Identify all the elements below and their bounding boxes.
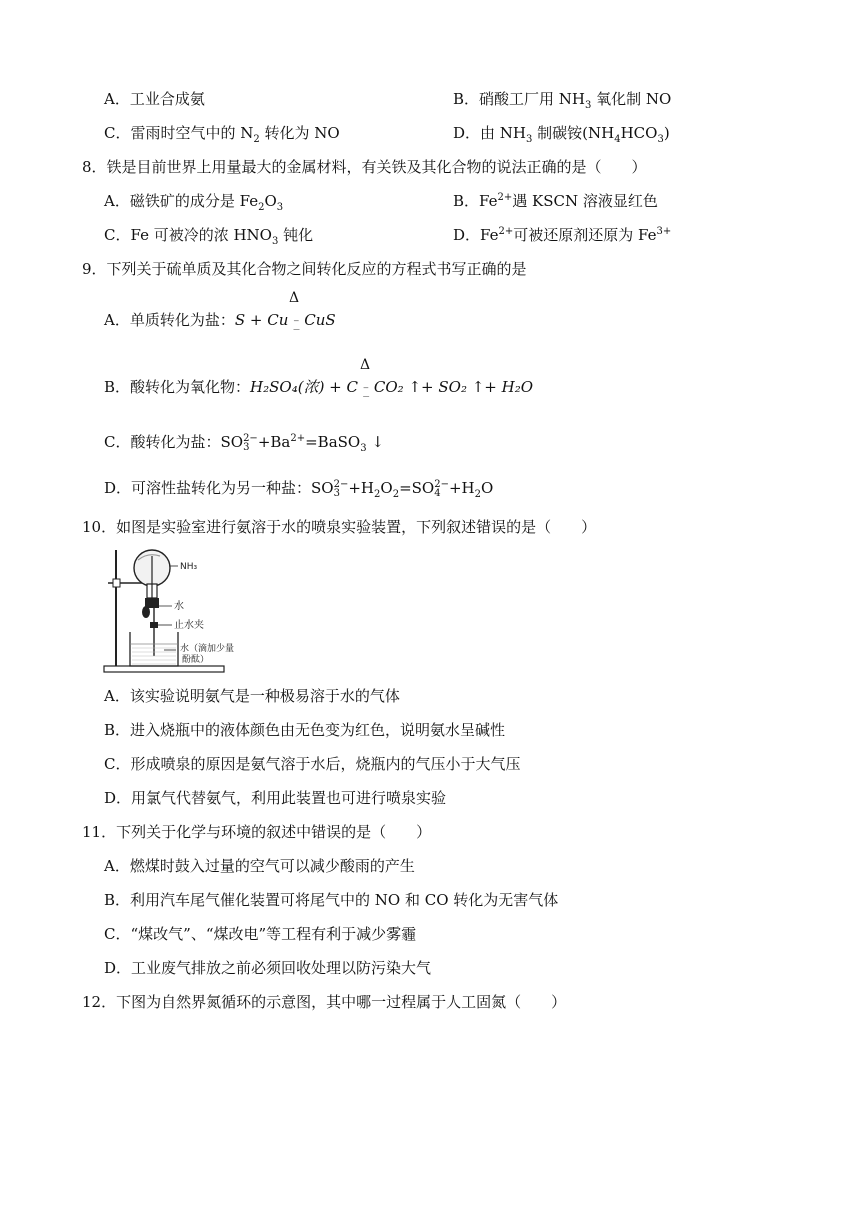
q10-option-b: B．进入烧瓶中的液体颜色由无色变为红色，说明氨水呈碱性 xyxy=(104,721,506,739)
q9-a-eq-left: S + Cu xyxy=(234,311,289,329)
q10-stem: 10．如图是实验室进行氨溶于水的喷泉实验装置，下列叙述错误的是（ ） xyxy=(82,518,597,536)
q9-option-b: B．酸转化为氧化物：H₂SO₄(浓) + C ⁻̲ CO₂ ↑+ SO₂ ↑+ H₂O xyxy=(104,378,534,397)
q11-option-b: B．利用汽车尾气催化装置可将尾气中的 NO 和 CO 转化为无害气体 xyxy=(104,891,559,909)
label-beaker-2: 酚酞） xyxy=(182,655,210,665)
q10-option-d: D．用氯气代替氨气，利用此装置也可进行喷泉实验 xyxy=(104,789,447,807)
q10-option-a: A．该实验说明氨气是一种极易溶于水的气体 xyxy=(104,687,400,705)
q9-a-delta: Δ xyxy=(289,290,300,306)
label-nh3: NH₃ xyxy=(180,562,198,572)
q8-stem: 8．铁是目前世界上用量最大的金属材料，有关铁及其化合物的说法正确的是（ ） xyxy=(82,158,647,176)
label-beaker-1: 水（滴加少量 xyxy=(180,644,235,654)
dropper xyxy=(142,606,150,618)
q12-stem: 12．下图为自然界氮循环的示意图，其中哪一过程属于人工固氮（ ） xyxy=(82,993,567,1011)
q9-a-eq-right: CuS xyxy=(304,311,336,329)
q11-option-c: C．“煤改气”、“煤改电”等工程有利于减少雾霾 xyxy=(104,925,417,943)
q7-option-b: B．硝酸工厂用 $NH_3$ 氧化制 NO xyxy=(453,90,672,111)
q11-stem: 11．下列关于化学与环境的叙述中错误的是（ ） xyxy=(82,823,432,841)
q9-a-label: A．单质转化为盐： xyxy=(104,311,235,329)
q9-b-eq-right: CO₂ ↑+ SO₂ ↑+ H₂O xyxy=(373,378,534,396)
fountain-apparatus-figure xyxy=(102,546,252,676)
q9-b-delta: Δ xyxy=(360,357,371,373)
q9-b-eq-left: H₂SO₄(浓) + C xyxy=(250,378,358,396)
q9-stem: 9．下列关于硫单质及其化合物之间转化反应的方程式书写正确的是 xyxy=(82,260,527,278)
q8-option-a: A．磁铁矿的成分是 $Fe_2O_3$ xyxy=(104,192,284,213)
q9-option-a: A．单质转化为盐：S + Cu ⁻̲ CuS xyxy=(104,311,336,330)
stand-base xyxy=(104,666,224,672)
q8-option-d: D．$Fe^{2+}$可被还原剂还原为 $Fe^{3+}$ xyxy=(453,226,672,244)
q7-option-a: A．工业合成氨 xyxy=(104,90,205,108)
label-clamp: 止水夹 xyxy=(174,620,204,631)
q8-option-c: C．Fe 可被冷的浓 $HNO_3$ 钝化 xyxy=(104,226,314,247)
q11-option-a: A．燃煤时鼓入过量的空气可以减少酸雨的产生 xyxy=(104,857,415,875)
q9-option-d: D．可溶性盐转化为另一种盐：SO 2− 3 $+H_2O_2=SO$ 2− 4 $+H_2O$ xyxy=(104,479,494,500)
pinch-clamp xyxy=(150,622,158,628)
q9-option-c: C．酸转化为盐：SO 2− 3 $+Ba^{2+}=BaSO_3$ ↓ xyxy=(104,433,384,454)
q7-option-c: C．雷雨时空气中的 $N_2$ 转化为 NO xyxy=(104,124,340,145)
q10-option-c: C．形成喷泉的原因是氨气溶于水后，烧瓶内的气压小于大气压 xyxy=(104,755,521,773)
label-water: 水 xyxy=(174,601,184,612)
q7-option-d: D．由 $NH_3$ 制碳铵$(NH_4HCO_3)$ xyxy=(453,124,670,145)
q11-option-d: D．工业废气排放之前必须回收处理以防污染大气 xyxy=(104,959,432,977)
q9-b-label: B．酸转化为氧化物： xyxy=(104,378,251,396)
q8-option-b: B．$Fe^{2+}$遇 KSCN 溶液显红色 xyxy=(453,192,658,210)
